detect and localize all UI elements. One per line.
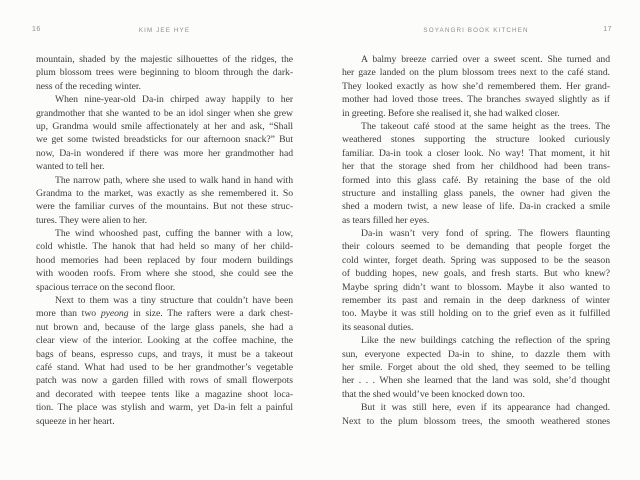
text-line: more than two pyeong in size. The rafters were a dark chest- — [36, 308, 293, 320]
text-line: The takeout café stood at the same height as the trees. The — [361, 120, 610, 132]
text-line: structure and installing glass panels, the owner had given the — [342, 187, 610, 199]
text-line: its seasonal duties. — [342, 321, 414, 333]
text-line: familiar. Da-in took a closer look. No way! That moment, it hit — [342, 147, 610, 159]
text-line: The narrow path, where she used to walk hand in hand with — [55, 174, 293, 186]
text-line: But it was still here, even if its appearance had changed. — [361, 402, 610, 414]
text-line: café stand. What had used to be her grandmother’s vegetable — [36, 361, 293, 373]
running-head-book-title: SOYANGRI BOOK KITCHEN — [423, 27, 529, 34]
text-line: her . . . When she learned that the land was sold, she’d thought — [342, 375, 610, 387]
text-line: Next to them was a tiny structure that couldn’t have been — [55, 295, 293, 307]
text-line: were the familiar curves of the mountains. But not these struc- — [36, 201, 293, 213]
text-line: and decorated with teepee tents like a magazine shoot loca- — [36, 388, 293, 400]
text-line: hood memories had been replaced by four modern buildings — [36, 254, 293, 266]
text-line: plum blossom trees were beginning to bloom through the dark- — [36, 67, 293, 79]
text-line: her smile. Forget about the old shed, they seemed to be telling — [342, 361, 610, 373]
text-line: patch was now a garden filled with rows of small flowerpots — [36, 375, 293, 387]
text-line: formed into this glass café. By retaining the base of the old — [342, 174, 610, 186]
text-line: They looked exactly as how she’d remembered them. Her grand- — [342, 80, 610, 92]
text-line: nut brown and, because of the large glass panels, she had a — [36, 321, 293, 333]
text-line: her that the storage shed from her childhood had been trans- — [342, 161, 610, 173]
right-page — [320, 0, 640, 480]
text-line: of budding hopes, new goals, and fresh starts. But who knew? — [342, 268, 610, 280]
text-line: with wooden roofs. From where she stood, she could see the — [36, 268, 293, 280]
right-page-text-column — [342, 53, 610, 428]
text-line: bags of beans, espresso cups, and trays, it must be a takeout — [36, 348, 293, 360]
text-line: Next to the plum blossom trees, the smooth weathered stones — [342, 415, 610, 427]
text-line: mother had loved those trees. The branches swayed slightly as if — [342, 94, 610, 106]
text-line: Da-in wasn’t very fond of spring. The flowers flaunting — [361, 228, 610, 240]
left-page-text-column — [36, 53, 293, 428]
text-line: When nine-year-old Da-in chirped away happily to her — [55, 94, 293, 106]
text-line: Grandma to the market, was exactly as she remembered it. So — [36, 187, 293, 199]
text-line: her gaze landed on the plum blossom trees next to the café stand. — [342, 67, 610, 79]
text-line: remember its past and remain in the deep darkness of winter — [342, 295, 610, 307]
text-line: squeeze in her heart. — [36, 415, 115, 427]
text-line: tion. The place was stylish and warm, yet Da-in felt a painful — [36, 402, 293, 414]
text-line: cold winter, forget death. Spring was supposed to be the season — [342, 254, 610, 266]
text-line: wanted to tell her. — [36, 161, 105, 173]
page-number-left: 16 — [32, 26, 41, 33]
text-line: cold whistle. The hanok that had held so many of her child- — [36, 241, 293, 253]
running-head-author: KIM JEE HYE — [138, 27, 191, 34]
text-line: shed a modern twist, a new lease of life. Da-in cracked a smile — [342, 201, 610, 213]
text-line: too. Maybe it was still holding on to the grief even as it fulfilled — [342, 308, 610, 320]
text-line: tures. They were alien to her. — [36, 214, 148, 226]
text-line: as tears filled her eyes. — [342, 214, 430, 226]
text-line: Like the new buildings catching the reflection of the spring — [361, 335, 610, 347]
text-line: sun, everyone expected Da-in to shine, to dazzle them with — [342, 348, 610, 360]
text-line: clear view of the interior. Looking at the coffee machine, the — [36, 335, 293, 347]
text-line: mountain, shaded by the majestic silhouettes of the ridges, the — [36, 54, 293, 65]
text-line: A balmy breeze carried over a sweet scent. She turned and — [361, 54, 610, 65]
text-line: that the shed would’ve been knocked down too. — [342, 388, 525, 400]
text-line: Maybe spring didn’t want to blossom. Maybe it also wanted to — [342, 281, 610, 293]
text-line: up, Grandma would smile affectionately at her and ask, “Shall — [36, 120, 293, 132]
text-line: grandmother that she wanted to be an idol singer when she grew — [36, 107, 293, 119]
page-number-right: 17 — [603, 26, 612, 33]
text-line: ness of the receding winter. — [36, 80, 141, 92]
text-line: weathered stones supporting the structure looked curiously — [342, 134, 610, 146]
text-line: their colours seemed to be demanding that people forget the — [342, 241, 610, 253]
text-line: The wind whooshed past, cuffing the banner with a low, — [55, 228, 293, 240]
text-line: we get some twisted breadsticks for our afternoon snack?” But — [36, 134, 293, 146]
text-line: in greeting. Before she realised it, she had walked closer. — [342, 107, 560, 119]
text-line: spacious terrace on the second floor. — [36, 281, 176, 293]
text-line: now, Da-in wondered if there was more her grandmother had — [36, 147, 293, 159]
